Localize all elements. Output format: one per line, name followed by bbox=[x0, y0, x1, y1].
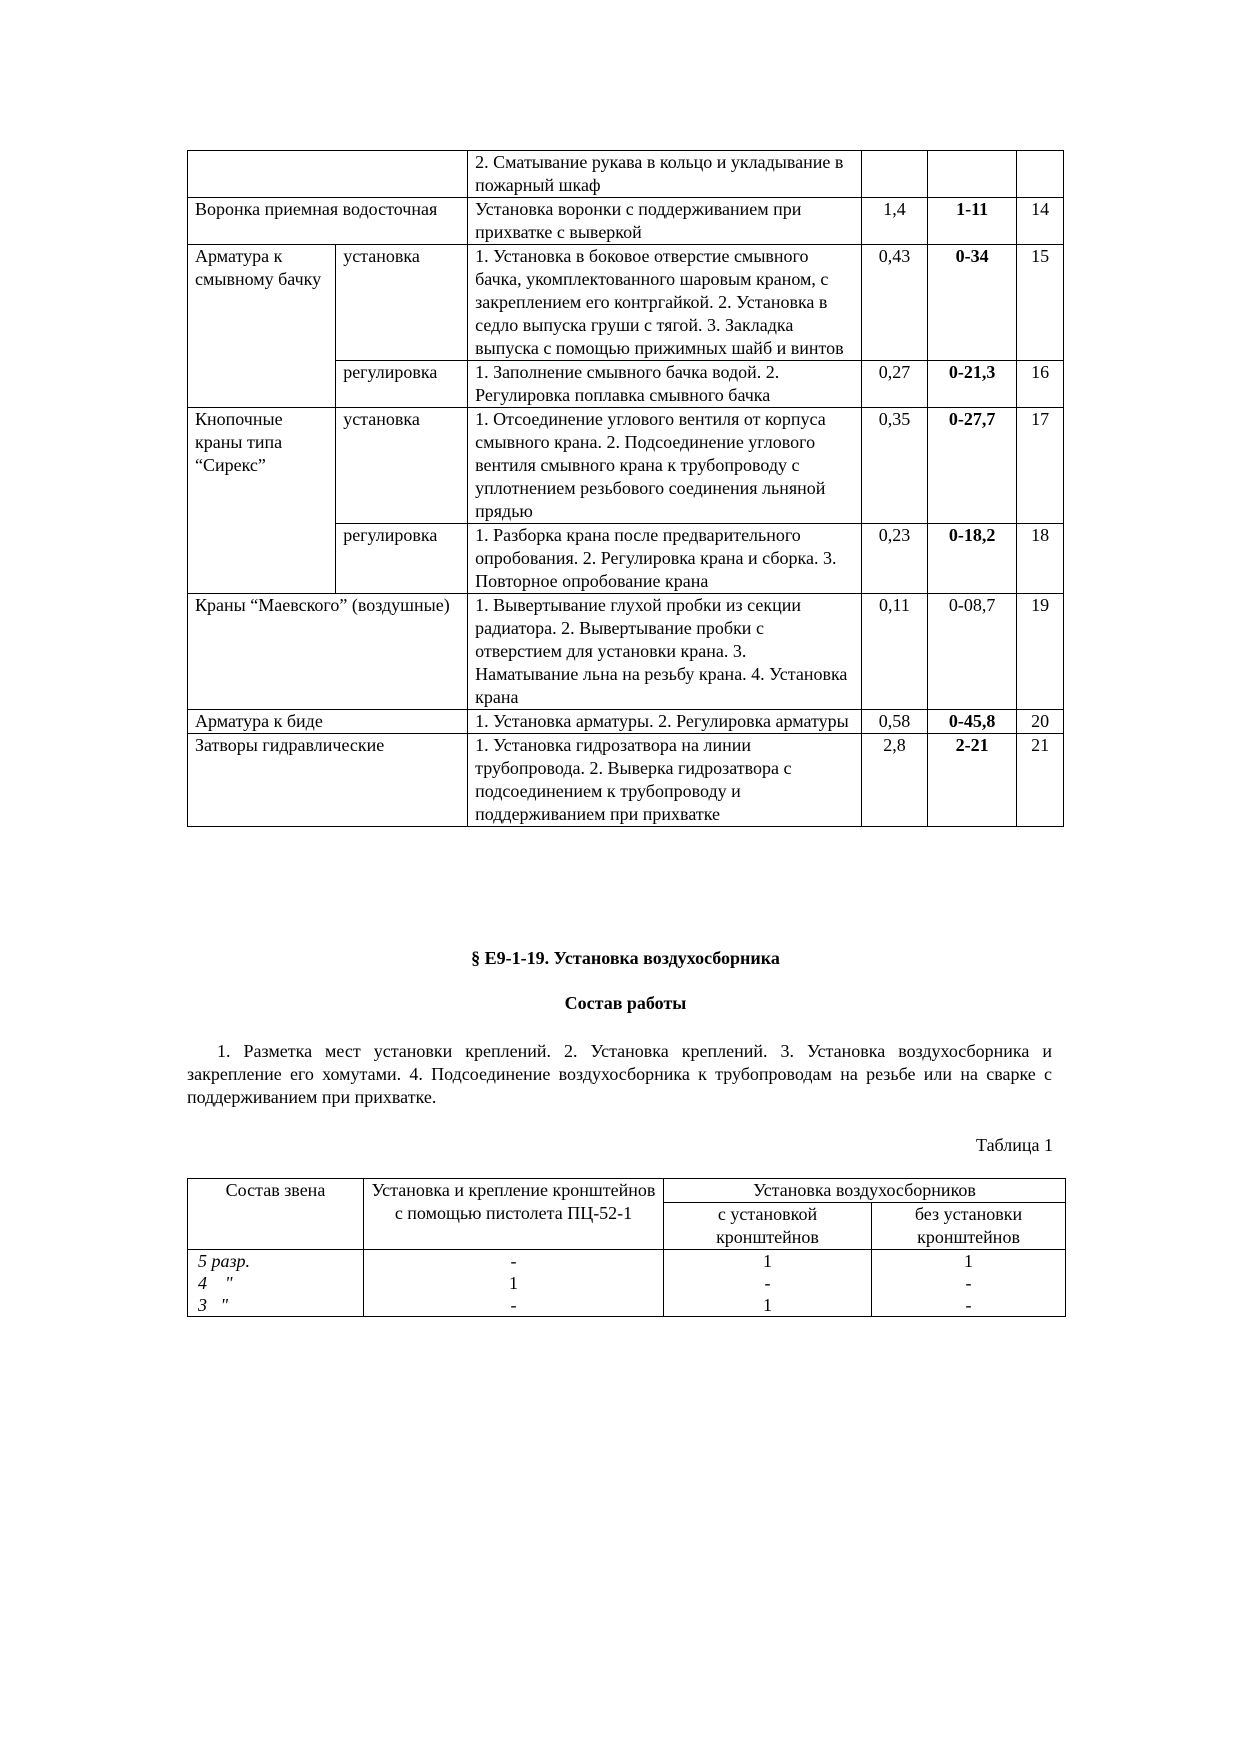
table-label: Таблица 1 bbox=[976, 1135, 1053, 1155]
row-price: 0-34 bbox=[927, 245, 1016, 361]
row-description: 2. Сматывание рукава в кольцо и укладывание в пожарный шкаф bbox=[468, 151, 862, 198]
row-number: 21 bbox=[1017, 734, 1064, 827]
section-subtitle: Состав работы bbox=[564, 993, 687, 1013]
row-number: 15 bbox=[1017, 245, 1064, 361]
row-description: 1. Установка арматуры. 2. Регулировка арматуры bbox=[468, 710, 862, 734]
table-row bbox=[188, 198, 1064, 245]
row-subtype: установка bbox=[336, 245, 468, 361]
row-label: 4 " bbox=[188, 1272, 364, 1294]
row-name: Кнопочные краны типа “Сирекс” bbox=[188, 408, 336, 594]
row-bracket-install: - bbox=[364, 1250, 664, 1273]
row-description: 1. Установка гидрозатвора на линии трубопровода. 2. Выверка гидрозатвора с подсоединением к трубопроводу и поддерживанием при прихватке bbox=[468, 734, 862, 827]
row-value: 0,58 bbox=[861, 710, 927, 734]
row-description: 1. Заполнение смывного бачка водой. 2. Регулировка поплавка смывного бачка bbox=[468, 361, 862, 408]
row-price: 2-21 bbox=[927, 734, 1016, 827]
row-without-brackets: - bbox=[872, 1294, 1066, 1317]
table-header-row bbox=[188, 1179, 1066, 1203]
header-crew: Состав звена bbox=[188, 1179, 364, 1250]
row-label: 5 разр. bbox=[188, 1250, 364, 1273]
row-with-brackets: 1 bbox=[664, 1250, 872, 1273]
row-bracket-install: - bbox=[364, 1294, 664, 1317]
row-number: 16 bbox=[1017, 361, 1064, 408]
section-title: § Е9-1-19. Установка воздухосборника bbox=[471, 948, 780, 968]
row-value: 0,27 bbox=[861, 361, 927, 408]
row-number: 14 bbox=[1017, 198, 1064, 245]
work-description: 1. Разметка мест установки креплений. 2. Установка креплений. 3. Установка воздухосборника и закрепление его хомутами. 4. Подсоединение воздухосборника к трубопроводам на резьбе или на сварке с поддерживанием при прихватке. bbox=[187, 1041, 1052, 1107]
norms-table-continued bbox=[187, 150, 1064, 827]
row-with-brackets: - bbox=[664, 1272, 872, 1294]
row-price: 1-11 bbox=[927, 198, 1016, 245]
table-row bbox=[188, 1294, 1066, 1317]
table-row bbox=[188, 1250, 1066, 1273]
row-number bbox=[1017, 151, 1064, 198]
row-name: Арматура к биде bbox=[188, 710, 468, 734]
row-without-brackets: - bbox=[872, 1272, 1066, 1294]
row-bracket-install: 1 bbox=[364, 1272, 664, 1294]
row-subtype: регулировка bbox=[336, 361, 468, 408]
row-without-brackets: 1 bbox=[872, 1250, 1066, 1273]
table-row bbox=[188, 1272, 1066, 1294]
header-without-brackets: без установки кронштейнов bbox=[872, 1203, 1066, 1250]
crew-composition-table bbox=[187, 1178, 1066, 1317]
row-value: 1,4 bbox=[861, 198, 927, 245]
row-description: 1. Отсоединение углового вентиля от корпуса смывного крана. 2. Подсоединение углового вентиля смывного крана к трубопроводу с уплотнением резьбового соединения льняной прядью bbox=[468, 408, 862, 524]
row-subtype: установка bbox=[336, 408, 468, 524]
header-group-air-collectors: Установка воздухосборников bbox=[664, 1179, 1066, 1203]
row-description: Установка воронки с поддерживанием при прихватке с выверкой bbox=[468, 198, 862, 245]
row-value: 0,23 bbox=[861, 524, 927, 594]
row-price: 0-45,8 bbox=[927, 710, 1016, 734]
row-label: 3 " bbox=[188, 1294, 364, 1317]
row-price: 0-21,3 bbox=[927, 361, 1016, 408]
row-value: 0,35 bbox=[861, 408, 927, 524]
row-price: 0-18,2 bbox=[927, 524, 1016, 594]
row-name: Арматура к смывному бачку bbox=[188, 245, 336, 408]
row-number: 19 bbox=[1017, 594, 1064, 710]
row-number: 18 bbox=[1017, 524, 1064, 594]
table-row bbox=[188, 151, 1064, 198]
table-row bbox=[188, 408, 1064, 524]
row-with-brackets: 1 bbox=[664, 1294, 872, 1317]
row-name: Затворы гидравлические bbox=[188, 734, 468, 827]
row-value: 2,8 bbox=[861, 734, 927, 827]
table-row bbox=[188, 734, 1064, 827]
table-row bbox=[188, 245, 1064, 361]
table-row bbox=[188, 710, 1064, 734]
row-number: 20 bbox=[1017, 710, 1064, 734]
row-value: 0,11 bbox=[861, 594, 927, 710]
row-value: 0,43 bbox=[861, 245, 927, 361]
row-price: 0-08,7 bbox=[927, 594, 1016, 710]
table-row bbox=[188, 594, 1064, 710]
row-name bbox=[188, 151, 468, 198]
row-name: Краны “Маевского” (воздушные) bbox=[188, 594, 468, 710]
header-with-brackets: с установкой кронштейнов bbox=[664, 1203, 872, 1250]
row-description: 1. Вывертывание глухой пробки из секции радиатора. 2. Вывертывание пробки с отверстием для установки крана. 3. Наматывание льна на резьбу крана. 4. Установка крана bbox=[468, 594, 862, 710]
row-price: 0-27,7 bbox=[927, 408, 1016, 524]
row-number: 17 bbox=[1017, 408, 1064, 524]
row-price bbox=[927, 151, 1016, 198]
row-subtype: регулировка bbox=[336, 524, 468, 594]
row-description: 1. Разборка крана после предварительного опробования. 2. Регулировка крана и сборка. 3. Повторное опробование крана bbox=[468, 524, 862, 594]
row-name: Воронка приемная водосточная bbox=[188, 198, 468, 245]
header-bracket-install: Установка и крепление кронштейнов с помощью пистолета ПЦ-52-1 bbox=[364, 1179, 664, 1250]
row-value bbox=[861, 151, 927, 198]
row-description: 1. Установка в боковое отверстие смывного бачка, укомплектованного шаровым краном, с закреплением его контргайкой. 2. Установка в седло выпуска груши с тягой. 3. Закладка выпуска с помощью прижимных шайб и винтов bbox=[468, 245, 862, 361]
